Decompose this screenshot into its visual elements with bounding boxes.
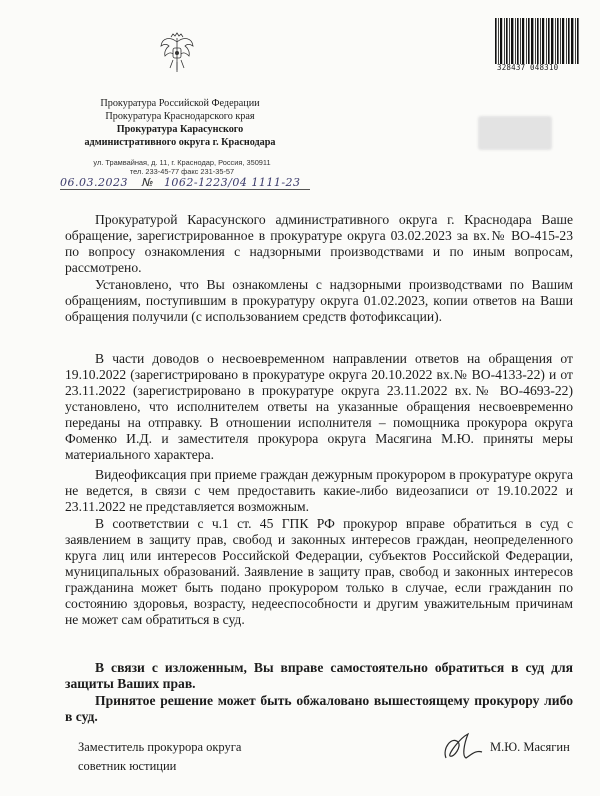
registration-date: 06.03.2023 [60,176,128,189]
registration-number: 1062-1223/04 1111-23 [163,176,301,189]
registration-underline [60,189,310,190]
paragraph-4: Видеофиксация при приеме граждан дежурным прокурором в прокуратуре округа не ведется, в связи с чем предоставить какие-либо видеозаписи от 19.10.2022 и 23.11.2022 не представляется возможным. [65,467,573,514]
header-line-4: административного округа г. Краснодара [84,137,276,148]
signatory-position-line-1: Заместитель прокурора округа [78,740,242,754]
paragraph-3: В части доводов о несвоевременном направлении ответов на обращения от 19.10.2022 (зарегистрировано в прокуратуре округа 20.10.2022 вх.№ ВО-4133-22) и от 23.11.2022 (зарегистрировано в прокуратуре округа 23.11.2022 вх.№ ВО-4693-22) установлено, что исполнителем ответы на указанные обращения несвоевременно переданы на отправку. В отношении исполнителя – помощника прокурора округа Фоменко И.Д. и заместителя прокурора округа Масягина М.Ю. приняты меры материального характера. [65,351,573,462]
header-line-1: Прокуратура Российской Федерации [100,98,260,109]
paragraph-7: Принятое решение может быть обжаловано вышестоящему прокурору либо в суд. [65,693,573,724]
handwritten-signature [438,728,498,768]
redacted-recipient-block [478,116,552,150]
header-line-2: Прокуратура Краснодарского края [105,111,255,122]
header-line-3: Прокуратура Карасунского [116,124,244,135]
barcode-number: 328437 048310 [497,63,559,72]
paragraph-5: В соответствии с ч.1 ст. 45 ГПК РФ прокурор вправе обратиться в суд с заявлением в защиту прав, свобод и законных интересов граждан, неопределенного круга лиц или интересов Российской Федерации, субъектов Российской Федерации, муниципальных образований. Заявление в защиту прав, свобод и законных интересов гражданина может быть подано прокурором только в случае, если гражданин по состоянию здоровья, возрасту, недееспособности и другим уважительным причинам не может сам обратиться в суд. [65,516,573,627]
paragraph-1: Прокуратурой Карасунского административного округа г. Краснодара Ваше обращение, зарегистрированное в прокуратуре округа 03.02.2023 за вх.№ ВО-415-23 по вопросу ознакомления с надзорными производствами и по иным вопросам, рассмотрено. [65,212,573,275]
paragraph-2: Установлено, что Вы ознакомлены с надзорными производствами по Вашим обращениям, поступившим в прокуратуру округа 01.02.2023, копии ответов на Ваши обращения получили (с использованием средств фотофиксации). [65,277,573,324]
signatory-position-line-2: советник юстиции [78,759,177,773]
address-line-1: ул. Трамвайная, д. 11, г. Краснодар, Россия, 350911 [93,158,271,167]
registration-line [60,176,310,189]
barcode [495,18,579,64]
signatory-name: М.Ю. Масягин [490,740,570,754]
paragraph-6: В связи с изложенным, Вы вправе самостоятельно обратиться в суд для защиты Ваших прав. [65,660,573,691]
registration-no-label: № [141,176,154,189]
address-line-2: тел. 233-45-77 факс 231-35-57 [129,167,235,176]
coat-of-arms-emblem [158,32,196,74]
